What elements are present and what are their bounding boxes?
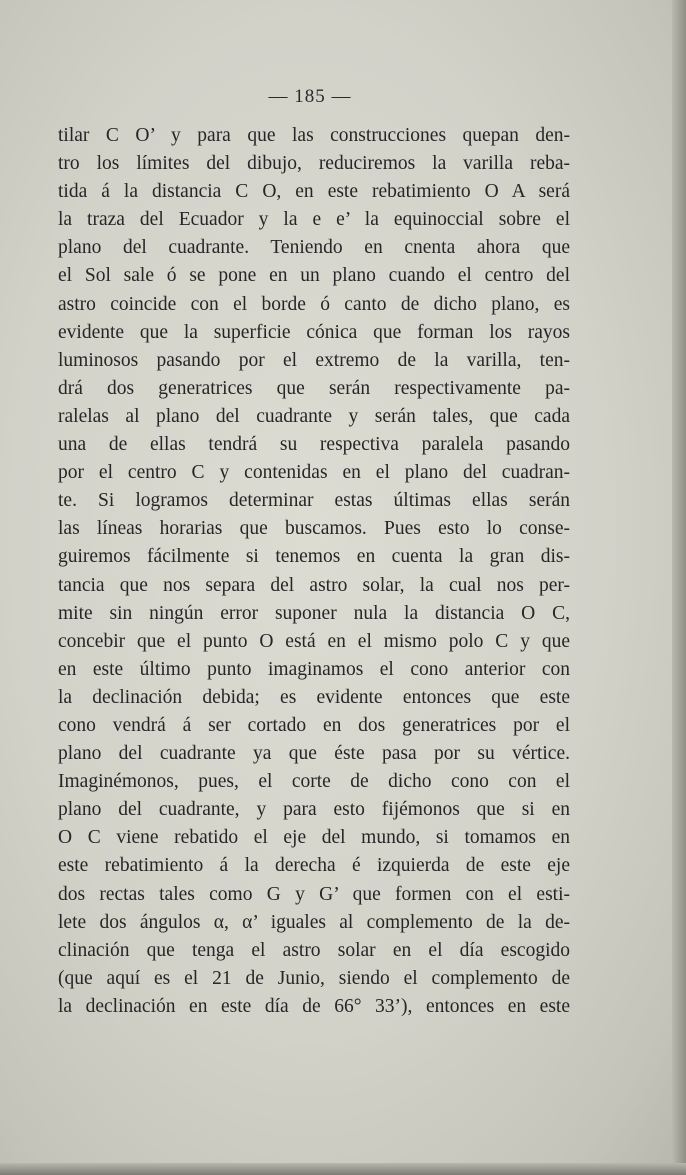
text-line: plano del cuadrante. Teniendo en cnenta ahora que <box>58 237 570 259</box>
text-line: Imaginémonos, pues, el corte de dicho cono con el <box>58 771 570 793</box>
text-line: O C viene rebatido el eje del mundo, si tomamos en <box>58 827 570 849</box>
text-line: concebir que el punto O está en el mismo polo C y que <box>58 630 570 652</box>
text-line: tro los límites del dibujo, reduciremos la varilla reba- <box>58 153 570 175</box>
text-line: por el centro C y contenidas en el plano del cuadran- <box>58 462 570 484</box>
text-line: en este último punto imaginamos el cono anterior con <box>58 658 570 680</box>
text-line: te. Si logramos determinar estas últimas ellas serán <box>58 490 570 512</box>
page-bottom-edge <box>0 1163 686 1175</box>
text-line: la declinación en este día de 66° 33’), entonces en este <box>58 995 570 1017</box>
text-line: dos rectas tales como G y G’ que formen con el esti- <box>58 883 570 905</box>
text-line: (que aquí es el 21 de Junio, siendo el complemento de <box>58 967 570 989</box>
text-line: tilar C O’ y para que las construcciones quepan den- <box>58 125 570 146</box>
text-line: astro coincide con el borde ó canto de dicho plano, es <box>58 293 570 315</box>
text-line: este rebatimiento á la derecha é izquierda de este eje <box>58 855 570 877</box>
text-line: mite sin ningún error suponer nula la distancia O C, <box>58 602 570 624</box>
text-line: plano del cuadrante, y para esto fijémonos que si en <box>58 799 570 821</box>
text-line: cono vendrá á ser cortado en dos generatrices por el <box>58 714 570 736</box>
text-line: tancia que nos separa del astro solar, la cual nos per- <box>58 574 570 596</box>
text-line: evidente que la superficie cónica que forman los rayos <box>58 321 570 343</box>
text-line: clinación que tenga el astro solar en el día escogido <box>58 939 570 961</box>
text-line: una de ellas tendrá su respectiva paralela pasando <box>58 434 570 456</box>
text-line: las líneas horarias que buscamos. Pues esto lo conse- <box>58 518 570 540</box>
text-line: luminosos pasando por el extremo de la varilla, ten- <box>58 349 570 371</box>
body-text <box>58 122 570 1021</box>
text-line: la declinación debida; es evidente entonces que este <box>58 686 570 708</box>
text-line: la traza del Ecuador y la e e’ la equinoccial sobre el <box>58 209 570 231</box>
text-line: el Sol sale ó se pone en un plano cuando el centro del <box>58 265 570 287</box>
text-line: guiremos fácilmente si tenemos en cuenta la gran dis- <box>58 546 570 568</box>
text-line: drá dos generatrices que serán respectivamente pa- <box>58 377 570 399</box>
text-line: lete dos ángulos α, α’ iguales al complemento de la de- <box>58 911 570 933</box>
text-line: ralelas al plano del cuadrante y serán tales, que cada <box>58 405 570 427</box>
page-edge <box>672 0 686 1175</box>
text-line: plano del cuadrante ya que éste pasa por su vértice. <box>58 743 570 765</box>
text-line: tida á la distancia C O, en este rebatimiento O A será <box>58 181 570 203</box>
page-number: — 185 — <box>268 86 352 107</box>
